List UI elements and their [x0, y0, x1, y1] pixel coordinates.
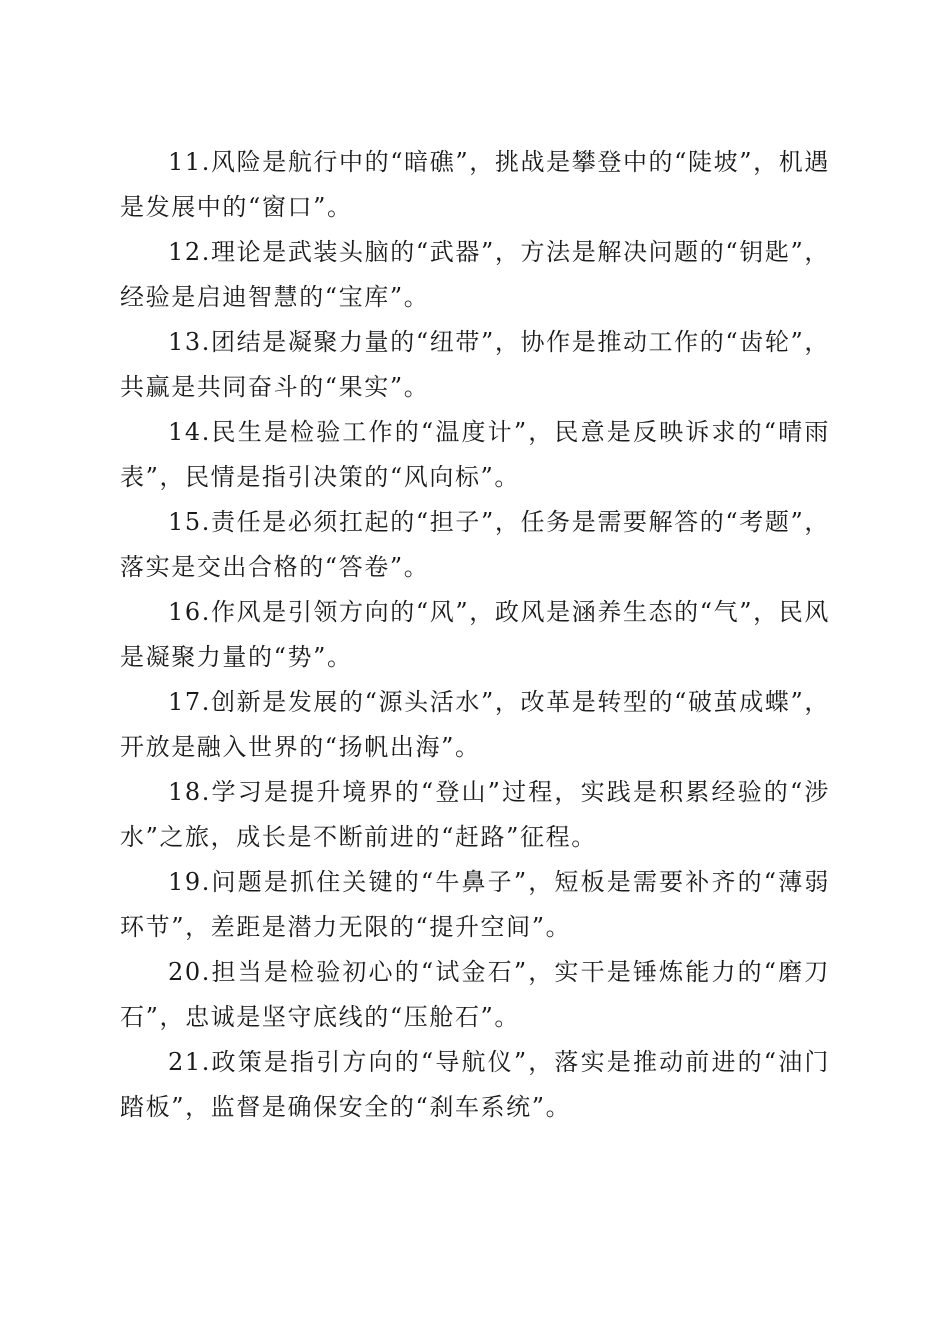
- paragraph-16: 16.作风是引领方向的“风”，政风是涵养生态的“气”，民风是凝聚力量的“势”。: [120, 598, 830, 671]
- paragraph-19: 19.问题是抓住关键的“牛鼻子”，短板是需要补齐的“薄弱环节”，差距是潜力无限的“提升空间”。: [120, 868, 830, 941]
- paragraph-18: 18.学习是提升境界的“登山”过程，实践是积累经验的“涉水”之旅，成长是不断前进的“赶路”征程。: [120, 778, 830, 851]
- paragraph-11: 11.风险是航行中的“暗礁”，挑战是攀登中的“陡坡”，机遇是发展中的“窗口”。: [120, 148, 830, 221]
- document-body: [120, 140, 830, 1130]
- paragraph-12: 12.理论是武装头脑的“武器”，方法是解决问题的“钥匙”，经验是启迪智慧的“宝库”。: [120, 238, 830, 311]
- paragraph-15: 15.责任是必须扛起的“担子”，任务是需要解答的“考题”，落实是交出合格的“答卷”。: [120, 508, 830, 581]
- paragraph-21: 21.政策是指引方向的“导航仪”，落实是推动前进的“油门踏板”，监督是确保安全的“刹车系统”。: [120, 1048, 830, 1121]
- paragraph-13: 13.团结是凝聚力量的“纽带”，协作是推动工作的“齿轮”，共赢是共同奋斗的“果实”。: [120, 328, 830, 401]
- paragraph-14: 14.民生是检验工作的“温度计”，民意是反映诉求的“晴雨表”，民情是指引决策的“风向标”。: [120, 418, 830, 491]
- paragraph-20: 20.担当是检验初心的“试金石”，实干是锤炼能力的“磨刀石”，忠诚是坚守底线的“压舱石”。: [120, 958, 830, 1031]
- paragraph-17: 17.创新是发展的“源头活水”，改革是转型的“破茧成蝶”，开放是融入世界的“扬帆出海”。: [120, 688, 830, 761]
